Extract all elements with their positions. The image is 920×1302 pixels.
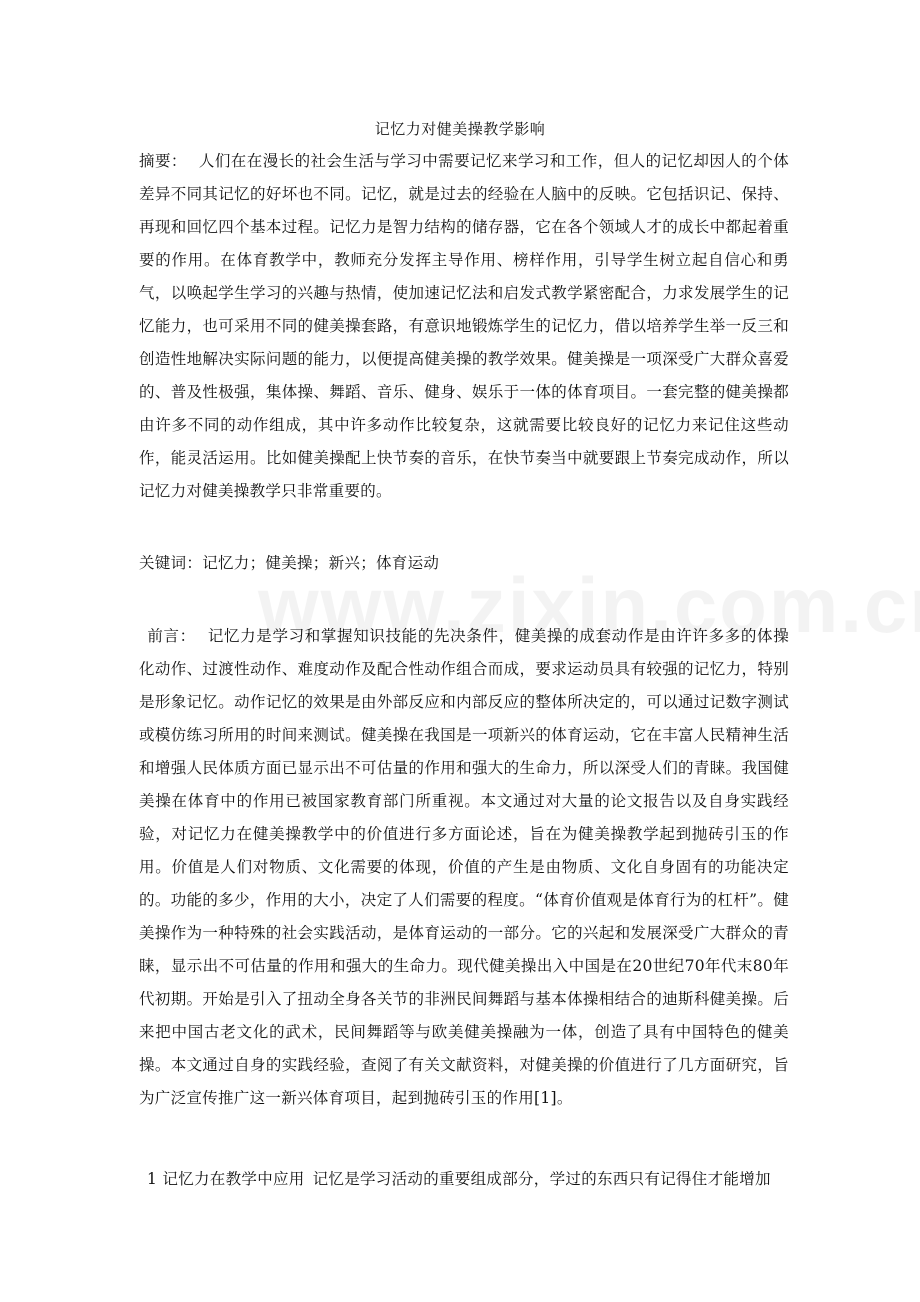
document-title: 记忆力对健美操教学影响 xyxy=(374,120,546,138)
section-1-text: 记忆是学习活动的重要组成部分，学过的东西只有记得住才能增加 xyxy=(312,1170,771,1188)
keywords-line xyxy=(139,547,789,580)
preface-paragraph xyxy=(139,620,789,1115)
section-1-line xyxy=(147,1163,789,1196)
abstract-label: 摘要： xyxy=(139,152,187,170)
keywords-label: 关键词： xyxy=(139,554,203,572)
section-1-heading: 1 记忆力在教学中应用 xyxy=(147,1170,305,1188)
abstract-text: 人们在在漫长的社会生活与学习中需要记忆来学习和工作，但人的记忆却因人的个体差异不同其记忆的好坏也不同。记忆，就是过去的经验在人脑中的反映。它包括识记、保持、再现和回忆四个基本过程。记忆力是智力结构的储存器，它在各个领域人才的成长中都起着重要的作用。在体育教学中，教师充分发挥主导作用、榜样作用，引导学生树立起自信心和勇气，以唤起学生学习的兴趣与热情，使加速记忆法和启发式教学紧密配合，力求发展学生的记忆能力，也可采用不同的健美操套路，有意识地锻炼学生的记忆力，借以培养学生举一反三和创造性地解决实际问题的能力，以便提高健美操的教学效果。健美操是一项深受广大群众喜爱的、普及性极强，集体操、舞蹈、音乐、健身、娱乐于一体的体育项目。一套完整的健美操都由许多不同的动作组成，其中许多动作比较复杂，这就需要比较良好的记忆力来记住这些动作，能灵活运用。比如健美操配上快节奏的音乐，在快节奏当中就要跟上节奏完成动作，所以记忆力对健美操教学只非常重要的。 xyxy=(139,152,790,500)
abstract-paragraph xyxy=(139,145,789,508)
preface-label: 前言： xyxy=(147,627,196,645)
keywords-text: 记忆力；健美操；新兴；体育运动 xyxy=(202,554,440,572)
preface-text: 记忆力是学习和掌握知识技能的先决条件，健美操的成套动作是由许许多多的体操化动作、过渡性动作、难度动作及配合性动作组合而成，要求运动员具有较强的记忆力，特别是形象记忆。动作记忆的效果是由外部反应和内部反应的整体所决定的，可以通过记数字测试或模仿练习所用的时间来测试。健美操在我国是一项新兴的体育运动，它在丰富人民精神生活和增强人民体质方面已显示出不可估量的作用和强大的生命力，所以深受人们的青睐。我国健美操在体育中的作用已被国家教育部门所重视。本文通过对大量的论文报告以及自身实践经验，对记忆力在健美操教学中的价值进行多方面论述，旨在为健美操教学起到抛砖引玉的作用。价值是人们对物质、文化需要的体现，价值的产生是由物质、文化自身固有的功能决定的。功能的多少，作用的大小，决定了人们需要的程度。“体育价值观是体育行为的杠杆”。健美操作为一种特殊的社会实践活动，是体育运动的一部分。它的兴起和发展深受广大群众的青睐，显示出不可估量的作用和强大的生命力。现代健美操出入中国是在20世纪70年代末80年代初期。开始是引入了扭动全身各关节的非洲民间舞蹈与基本体操相结合的迪斯科健美操。后来把中国古老文化的武术，民间舞蹈等与欧美健美操融为一体，创造了具有中国特色的健美操。本文通过自身的实践经验，查阅了有关文献资料，对健美操的价值进行了几方面研究，旨为广泛宣传推广这一新兴体育项目，起到抛砖引玉的作用[1]。 xyxy=(139,627,789,1107)
